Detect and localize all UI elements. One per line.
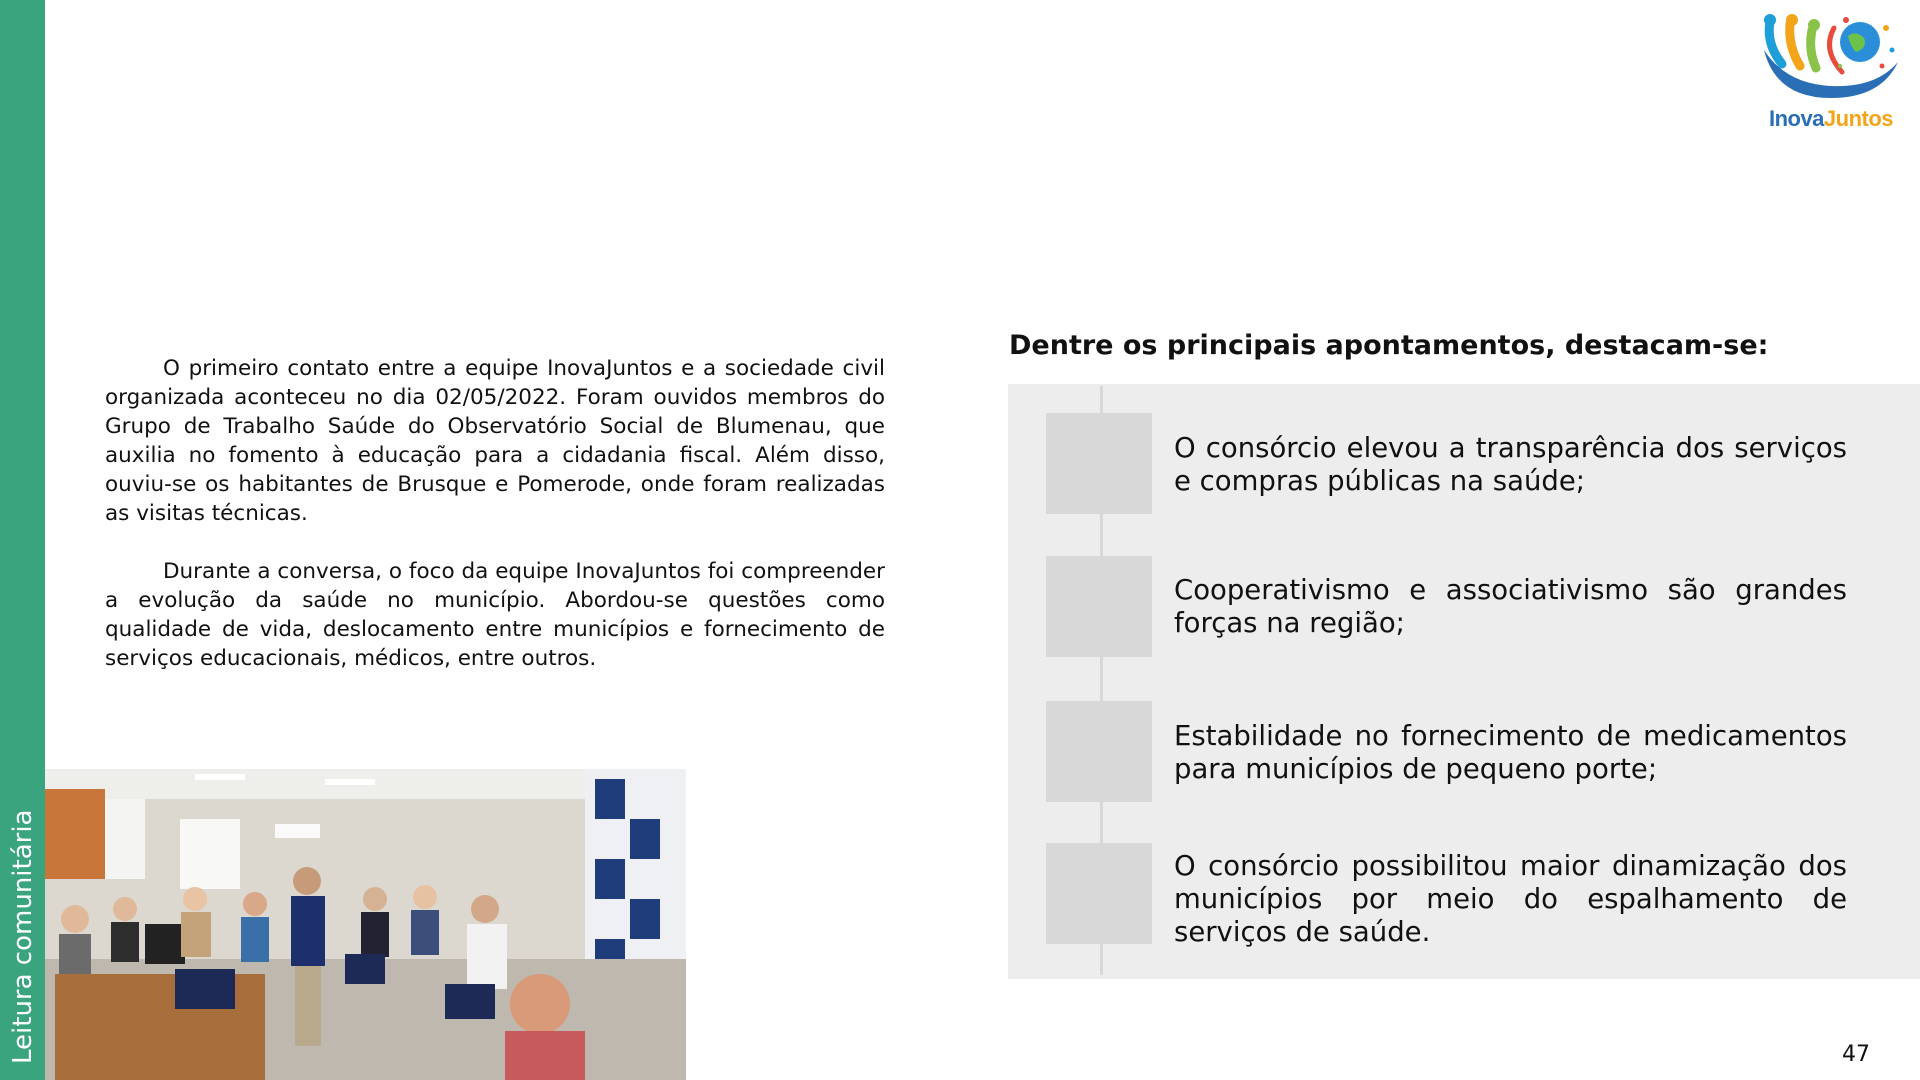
meeting-photo bbox=[45, 769, 686, 1080]
meeting-photo-image bbox=[45, 769, 686, 1080]
timeline-marker-3 bbox=[1046, 701, 1152, 802]
highlight-item-4: O consórcio possibilitou maior dinamização dos municípios por meio do espalhamento de serviços de saúde. bbox=[1174, 850, 1847, 948]
intro-text bbox=[105, 354, 885, 702]
highlight-item-3: Estabilidade no fornecimento de medicamentos para municípios de pequeno porte; bbox=[1174, 720, 1847, 785]
logo-graphic bbox=[1756, 10, 1906, 110]
logo-wordmark bbox=[1756, 106, 1906, 132]
logo-text-juntos: Juntos bbox=[1823, 106, 1894, 131]
page-number: 47 bbox=[1842, 1042, 1870, 1067]
timeline-marker-4 bbox=[1046, 843, 1152, 944]
intro-paragraph-1: O primeiro contato entre a equipe InovaJuntos e a sociedade civil organizada aconteceu no dia 02/05/2022. Foram ouvidos membros do Grupo de Trabalho Saúde do Observatório Social de Blumenau, que auxilia no fomento à educação para a cidadania fiscal. Além disso, ouviu-se os habitantes de Brusque e Pomerode, onde foram realizadas as visitas técnicas. bbox=[105, 356, 885, 526]
timeline-marker-2 bbox=[1046, 556, 1152, 657]
timeline-marker-1 bbox=[1046, 413, 1152, 514]
inovajuntos-logo bbox=[1756, 10, 1906, 135]
highlight-item-1: O consórcio elevou a transparência dos serviços e compras públicas na saúde; bbox=[1174, 432, 1847, 497]
sidebar-label: Leitura comunitária bbox=[8, 809, 38, 1064]
highlights-heading: Dentre os principais apontamentos, destacam-se: bbox=[1009, 330, 1769, 361]
intro-paragraph-2: Durante a conversa, o foco da equipe InovaJuntos foi compreender a evolução da saúde no município. Abordou-se questões como qualidade de vida, deslocamento entre municípios e fornecimento de serviços educacionais, médicos, entre outros. bbox=[105, 559, 885, 671]
logo-text-inova: Inova bbox=[1768, 106, 1824, 131]
highlight-item-2: Cooperativismo e associativismo são grandes forças na região; bbox=[1174, 574, 1847, 639]
